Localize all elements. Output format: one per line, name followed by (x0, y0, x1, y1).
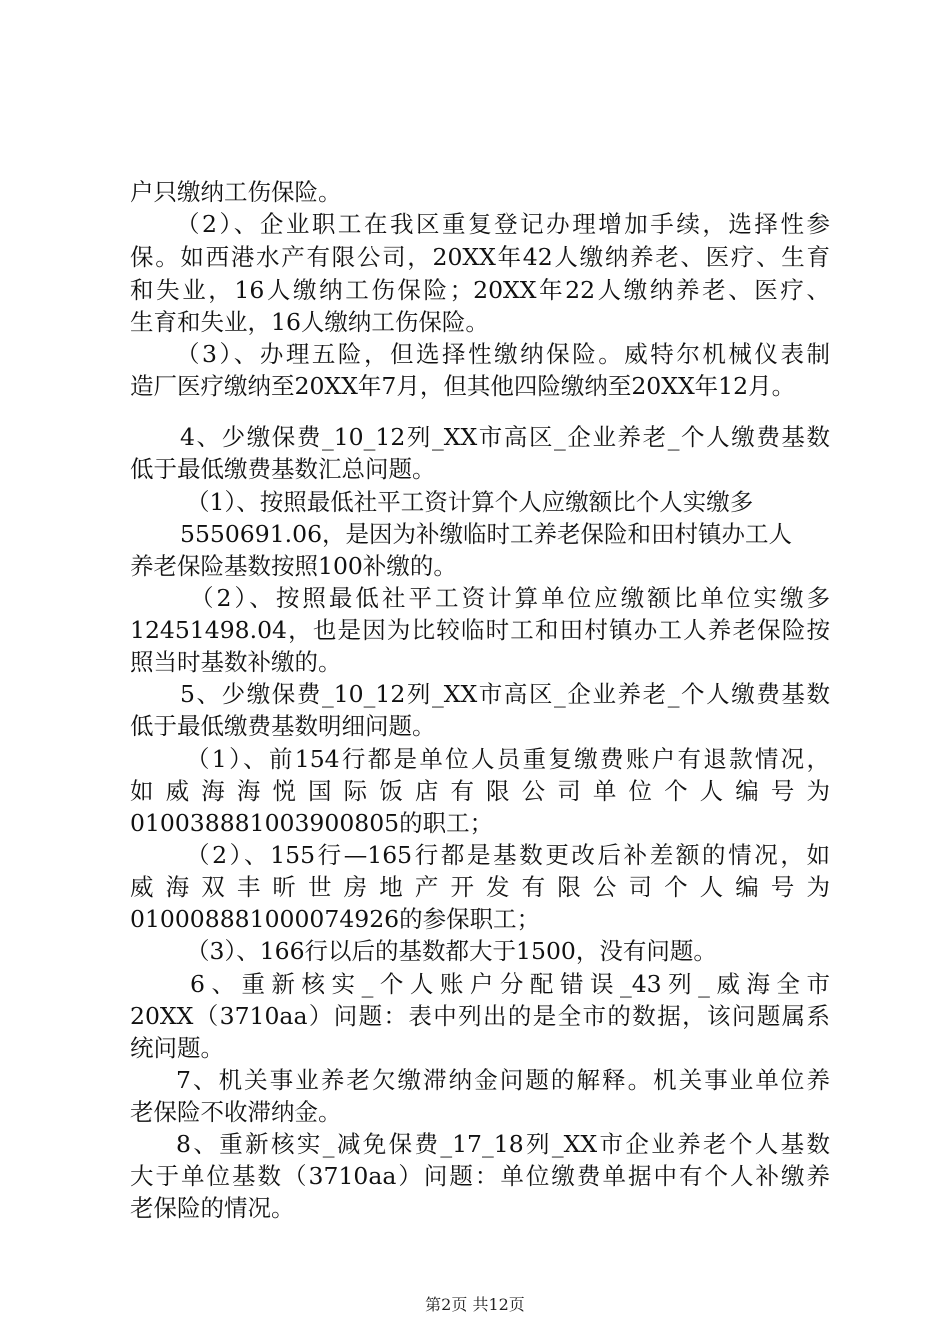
text-line: 养老保险基数按照100补缴的。 (130, 552, 457, 580)
text-line: （2）、155行—165行都是基数更改后补差额的情况，如 (186, 841, 830, 869)
text-line: 低于最低缴费基数汇总问题。 (130, 455, 436, 483)
text-line: 8、重新核实_减免保费_17_18列_XX市企业养老个人基数 (176, 1130, 830, 1158)
text-line: 6、重新核实_个人账户分配错误_43列_威海全市 (190, 970, 830, 998)
text-line: 如威海海悦国际饭店有限公司单位个人编号为 (130, 777, 830, 805)
text-line: 照当时基数补缴的。 (130, 648, 342, 676)
text-line: 老保险的情况。 (130, 1194, 295, 1222)
text-line: 户只缴纳工伤保险。 (130, 178, 342, 206)
text-line: 低于最低缴费基数明细问题。 (130, 712, 436, 740)
text-line: 和失业，16人缴纳工伤保险；20XX年22人缴纳养老、医疗、 (130, 276, 830, 304)
text-line: 010008881000074926的参保职工； (130, 905, 541, 933)
text-line: 20XX（3710aa）问题：表中列出的是全市的数据，该问题属系 (130, 1002, 830, 1030)
text-line: 7、机关事业养老欠缴滞纳金问题的解释。机关事业单位养 (176, 1066, 830, 1094)
text-line: （1）、前154行都是单位人员重复缴费账户有退款情况， (186, 745, 830, 773)
text-line: （2）、企业职工在我区重复登记办理增加手续，选择性参 (176, 210, 830, 238)
text-line: 12451498.04，也是因为比较临时工和田村镇办工人养老保险按 (130, 616, 830, 644)
text-line: 5550691.06，是因为补缴临时工养老保险和田村镇办工人 (180, 520, 793, 548)
text-line: 保。如西港水产有限公司，20XX年42人缴纳养老、医疗、生育 (130, 243, 830, 271)
text-line: （3）、办理五险，但选择性缴纳保险。威特尔机械仪表制 (176, 340, 830, 368)
text-line: 老保险不收滞纳金。 (130, 1098, 342, 1126)
text-line: 大于单位基数（3710aa）问题：单位缴费单据中有个人补缴养 (130, 1162, 830, 1190)
text-line: 010038881003900805的职工； (130, 809, 494, 837)
text-line: 5、少缴保费_10_12列_XX市高区_企业养老_个人缴费基数 (180, 680, 830, 708)
page-number: 第2页 共12页 (425, 1295, 525, 1314)
text-line: 生育和失业，16人缴纳工伤保险。 (130, 308, 489, 336)
text-line: 4、少缴保费_10_12列_XX市高区_企业养老_个人缴费基数 (180, 423, 830, 451)
text-line: （3）、166行以后的基数都大于1500，没有问题。 (186, 937, 717, 965)
text-line: 造厂医疗缴纳至20XX年7月，但其他四险缴纳至20XX年12月。 (130, 372, 796, 400)
text-line: 威海双丰昕世房地产开发有限公司个人编号为 (130, 873, 830, 901)
text-line: （2）、按照最低社平工资计算单位应缴额比单位实缴多 (190, 584, 830, 612)
text-line: （1）、按照最低社平工资计算个人应缴额比个人实缴多 (186, 488, 754, 516)
text-line: 统问题。 (130, 1034, 224, 1062)
